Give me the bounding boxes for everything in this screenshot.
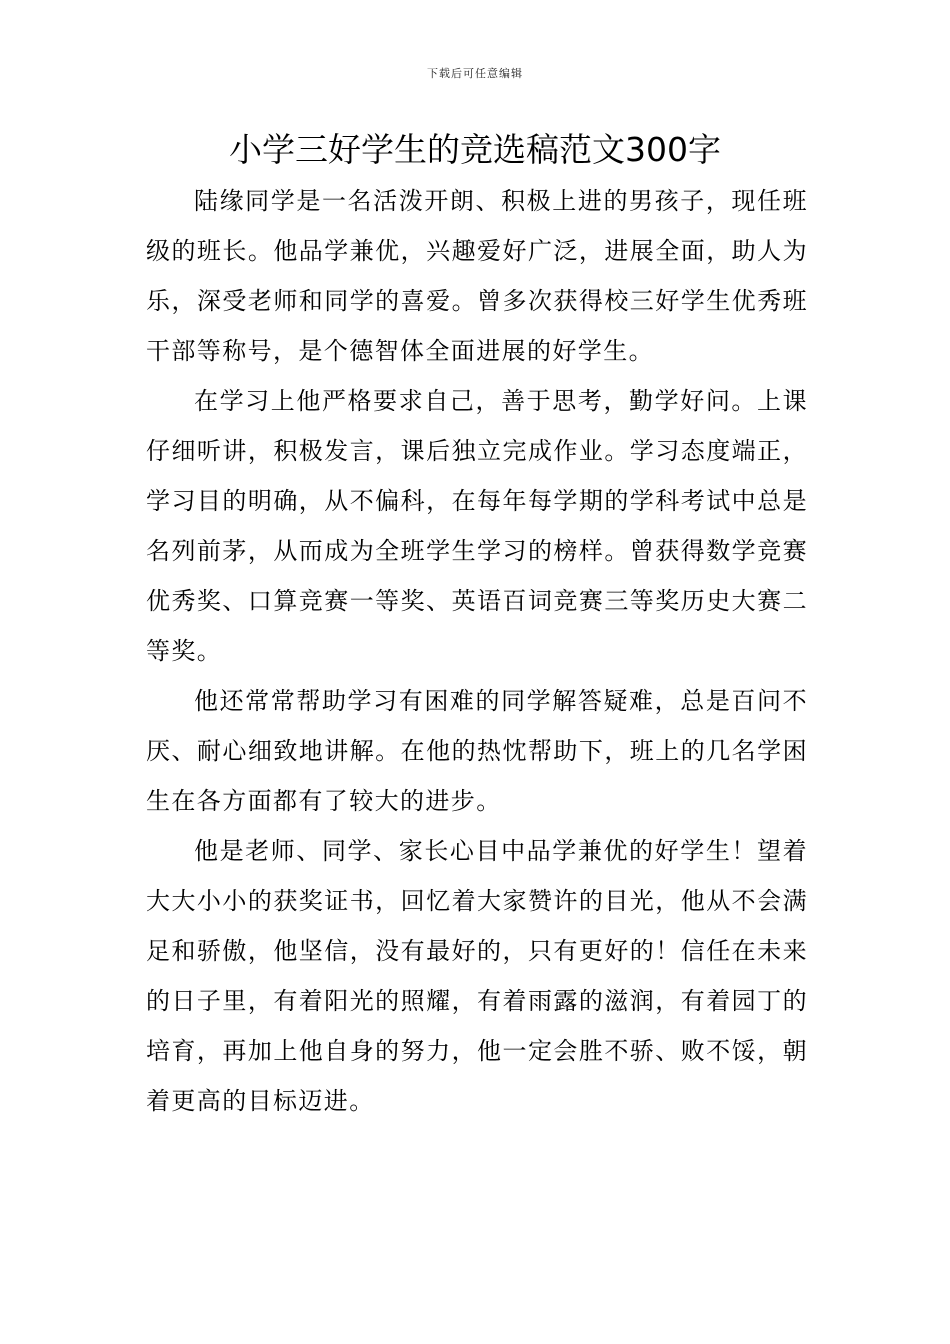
paragraph-4: 他是老师、同学、家长心目中品学兼优的好学生！望着大大小小的获奖证书，回忆着大家赞许的目光，他从不会满足和骄傲，他坚信，没有最好的，只有更好的！信任在未来的日子里，有着阳光的照耀，有着雨露的滋润，有着园丁的培育，再加上他自身的努力，他一定会胜不骄、败不馁，朝着更高的目标迈进。 bbox=[146, 837, 808, 1115]
paragraph-3: 他还常常帮助学习有困难的同学解答疑难，总是百问不厌、耐心细致地讲解。在他的热忱帮助下，班上的几名学困生在各方面都有了较大的进步。 bbox=[146, 687, 808, 815]
document-title: 小学三好学生的竞选稿范文300字 bbox=[229, 130, 721, 169]
header-note: 下载后可任意编辑 bbox=[427, 67, 523, 80]
document-body bbox=[146, 176, 808, 1126]
paragraph-2: 在学习上他严格要求自己，善于思考，勤学好问。上课仔细听讲，积极发言，课后独立完成作业。学习态度端正，学习目的明确，从不偏科，在每年每学期的学科考试中总是名列前茅，从而成为全班学生学习的榜样。曾获得数学竞赛优秀奖、口算竞赛一等奖、英语百词竞赛三等奖历史大赛二等奖。 bbox=[146, 387, 808, 665]
paragraph-1: 陆缘同学是一名活泼开朗、积极上进的男孩子，现任班级的班长。他品学兼优，兴趣爱好广泛，进展全面，助人为乐，深受老师和同学的喜爱。曾多次获得校三好学生优秀班干部等称号，是个德智体全面进展的好学生。 bbox=[146, 187, 808, 365]
